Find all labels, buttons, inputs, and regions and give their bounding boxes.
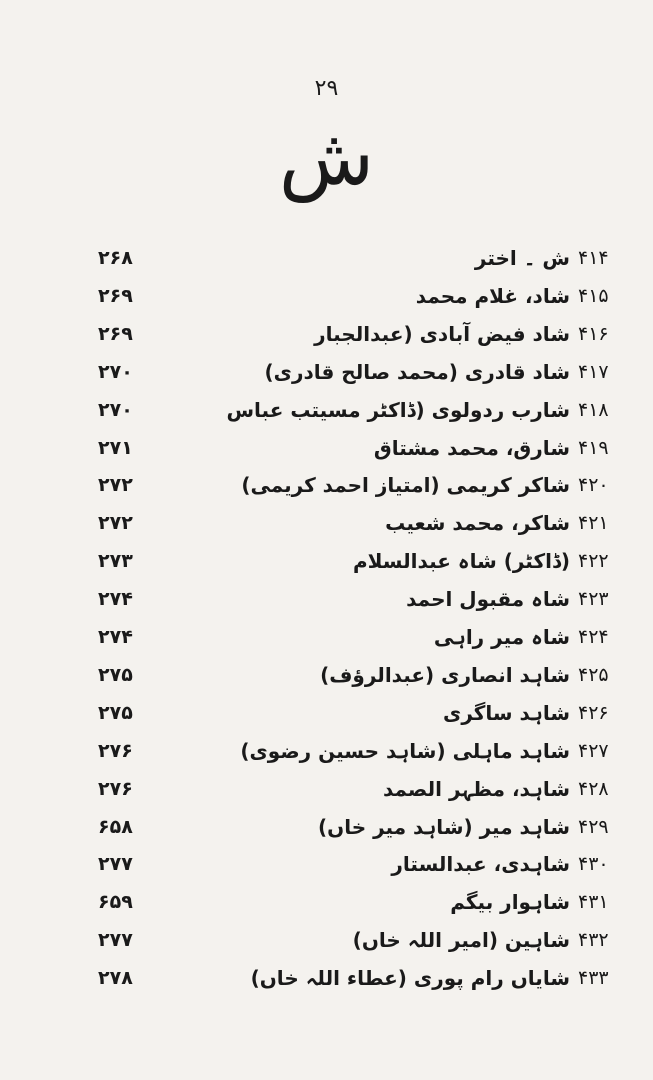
entry-page-number: ۲۷۵ [98, 701, 133, 724]
entry-serial-number: ۴۱۸ [578, 398, 609, 421]
toc-entry [0, 882, 653, 922]
entry-page-number: ۲۷۵ [98, 663, 133, 686]
entry-title: شاہ میر راہی [433, 625, 570, 649]
entry-page-number: ۲۷۷ [98, 853, 133, 876]
entry-serial-number: ۴۲۷ [578, 739, 609, 762]
entry-title: شاہد ساگری [443, 700, 570, 725]
entry-page-number: ۶۵۹ [98, 891, 133, 914]
entry-page-number: ۲۷۶ [98, 777, 133, 800]
entry-page-number: ۲۷۶ [98, 739, 133, 762]
toc-list [0, 238, 653, 1038]
entry-page-number: ۲۷۰ [98, 360, 133, 383]
toc-entry [0, 958, 653, 998]
entry-title: شاہین (امیر اللہ خاں) [352, 928, 570, 953]
entry-page-number: ۲۷۱ [98, 436, 133, 459]
toc-entry [0, 503, 653, 543]
entry-title: شاہد، مظہر الصمد [382, 776, 570, 801]
entry-serial-number: ۴۲۰ [578, 474, 609, 497]
entry-title: (ڈاکٹر) شاہ عبدالسلام [352, 549, 570, 574]
entry-serial-number: ۴۲۶ [578, 701, 609, 724]
entry-serial-number: ۴۲۸ [578, 777, 609, 800]
entry-title: شاہوار بیگم [450, 890, 570, 915]
entry-title: شاہد میر (شاہد میر خاں) [317, 814, 570, 839]
entry-serial-number: ۴۱۷ [578, 360, 609, 383]
toc-entry [0, 238, 653, 278]
toc-entry [0, 617, 653, 657]
toc-entry [0, 655, 653, 695]
entry-serial-number: ۴۳۳ [578, 967, 609, 990]
toc-entry [0, 579, 653, 619]
entry-serial-number: ۴۲۵ [578, 663, 609, 686]
entry-serial-number: ۴۲۱ [578, 512, 609, 535]
entry-serial-number: ۴۱۶ [578, 322, 609, 345]
entry-page-number: ۲۷۸ [98, 967, 133, 990]
toc-entry [0, 920, 653, 960]
toc-entry [0, 541, 653, 581]
entry-serial-number: ۴۲۴ [578, 626, 609, 648]
entry-title: شاد قادری (محمد صالح قادری) [264, 359, 570, 384]
toc-entry [0, 352, 653, 392]
entry-page-number: ۲۷۷ [98, 929, 133, 952]
entry-page-number: ۶۵۸ [98, 815, 133, 838]
entry-serial-number: ۴۳۲ [578, 929, 609, 952]
entry-serial-number: ۴۱۵ [578, 284, 609, 307]
entry-page-number: ۲۶۸ [98, 247, 133, 269]
toc-entry [0, 693, 653, 733]
entry-page-number: ۲۷۴ [98, 588, 133, 611]
entry-page-number: ۲۷۰ [98, 398, 133, 421]
toc-entry [0, 465, 653, 505]
toc-entry [0, 731, 653, 771]
entry-title: شاہد انصاری (عبدالرؤف) [320, 662, 570, 687]
entry-title: شاہدی، عبدالستار [391, 852, 570, 877]
entry-serial-number: ۴۱۴ [578, 247, 609, 269]
toc-entry [0, 428, 653, 468]
entry-title: شاکر، محمد شعیب [385, 511, 570, 536]
entry-page-number: ۲۷۳ [98, 550, 133, 573]
entry-page-number: ۲۶۹ [98, 322, 133, 345]
entry-title: شاہد ماہلی (شاہد حسین رضوی) [240, 738, 570, 763]
entry-title: شاہ مقبول احمد [406, 587, 570, 612]
toc-entry [0, 844, 653, 884]
toc-entry [0, 314, 653, 354]
entry-title: شاد فیض آبادی (عبدالجبار [314, 321, 570, 346]
entry-title: شاکر کریمی (امتیاز احمد کریمی) [241, 473, 570, 498]
entry-serial-number: ۴۲۹ [578, 815, 609, 838]
toc-entry [0, 769, 653, 809]
entry-serial-number: ۴۲۳ [578, 588, 609, 611]
entry-title: شاد، غلام محمد [415, 283, 570, 308]
entry-serial-number: ۴۲۲ [578, 550, 609, 573]
entry-page-number: ۲۷۲ [98, 512, 133, 535]
entry-page-number: ۲۷۲ [98, 474, 133, 497]
toc-entry [0, 807, 653, 847]
entry-title: شایاں رام پوری (عطاء اللہ خاں) [250, 966, 570, 991]
toc-entry [0, 390, 653, 430]
entry-serial-number: ۴۳۱ [578, 891, 609, 914]
entry-title: ش ۔ اختر [474, 246, 570, 270]
entry-serial-number: ۴۱۹ [578, 436, 609, 459]
entry-page-number: ۲۷۴ [98, 626, 133, 648]
entry-serial-number: ۴۳۰ [578, 853, 609, 876]
entry-page-number: ۲۶۹ [98, 284, 133, 307]
entry-title: شارب ردولوی (ڈاکٹر مسیتب عباس [226, 397, 570, 422]
page-number: ۲۹ [314, 76, 339, 101]
section-heading: ش [278, 113, 375, 203]
toc-entry [0, 276, 653, 316]
entry-title: شارق، محمد مشتاق [373, 435, 570, 460]
